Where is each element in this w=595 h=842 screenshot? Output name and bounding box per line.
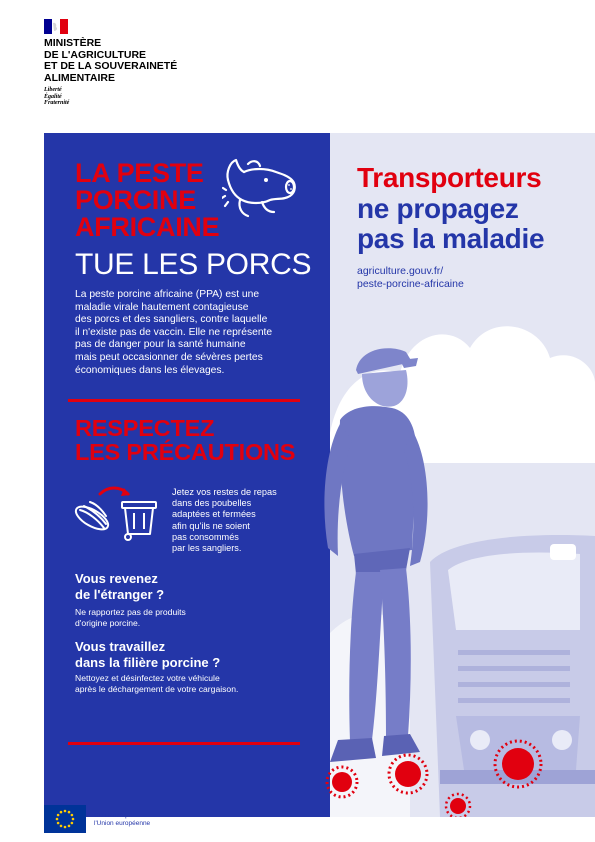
driver-truck-illustration	[280, 300, 595, 817]
headline-kills-pigs: TUE LES PORCS	[75, 248, 312, 281]
eu-flag-icon	[44, 805, 86, 833]
intro-line: La peste porcine africaine (PPA) est une	[75, 289, 260, 300]
precautions-heading	[75, 416, 295, 464]
section-divider	[68, 742, 300, 745]
driver-illustration	[324, 348, 427, 762]
advice-line: Nettoyez et désinfectez votre véhicule	[75, 673, 220, 683]
waste-line: Jetez vos restes de repas	[172, 487, 277, 497]
waste-line: pas consommés	[172, 531, 239, 542]
motto-line: Fraternité	[44, 100, 70, 107]
url-line: agriculture.gouv.fr/	[357, 265, 444, 277]
ministry-line: ET DE LA SOUVERAINETÉ	[44, 60, 178, 72]
eu-line: l'Union européenne	[94, 820, 151, 827]
intro-line: il n'existe pas de vaccin. Elle ne représente	[75, 326, 273, 338]
headline-line: LA PESTE	[75, 158, 204, 188]
ministry-line: DE L'AGRICULTURE	[44, 48, 147, 61]
intro-line: des porcs et des sangliers, contre laquelle	[75, 314, 268, 326]
headline-line: PORCINE	[75, 185, 196, 215]
section-divider	[68, 399, 300, 402]
intro-line: pas de danger pour la santé humaine	[75, 339, 246, 351]
abroad-question	[75, 571, 164, 603]
intro-line: maladie virale hautement contagieuse	[75, 301, 249, 313]
motto-line: Égalité	[44, 93, 62, 100]
pork-industry-advice	[75, 673, 238, 694]
sausage-to-bin-icon	[70, 482, 165, 542]
intro-paragraph	[75, 289, 307, 377]
advice-line: après le déchargement de votre cargaison.	[75, 683, 239, 694]
precautions-line: RESPECTEZ	[75, 415, 215, 441]
pork-industry-question	[75, 639, 220, 671]
info-url[interactable]	[357, 265, 464, 291]
message-line: ne propagez	[357, 193, 519, 224]
ministry-line: MINISTÈRE	[44, 37, 102, 49]
motto-line: Liberté	[44, 87, 62, 93]
abroad-advice	[75, 607, 186, 628]
advice-line: Ne rapportez pas de produits	[75, 607, 186, 617]
intro-line: mais peut occasionner de sévères pertes	[75, 351, 263, 363]
advice-line: d'origine porcine.	[75, 617, 141, 628]
ministry-name	[44, 38, 177, 84]
intro-line: économiques dans les élevages.	[75, 364, 225, 376]
pig-head-icon	[222, 154, 300, 220]
waste-line: dans des poubelles	[172, 498, 252, 509]
waste-line: afin qu'ils ne soient	[172, 520, 250, 531]
question-line: de l'étranger ?	[75, 587, 165, 602]
eu-cofunding-note	[94, 812, 150, 828]
eu-line: Cofinancé par	[94, 812, 135, 819]
waste-line: adaptées et fermées	[172, 509, 256, 520]
question-line: Vous revenez	[75, 571, 158, 586]
waste-line: par les sangliers.	[172, 543, 242, 554]
audience-title: Transporteurs	[357, 162, 542, 193]
question-line: Vous travaillez	[75, 639, 166, 654]
precautions-line: LES PRÉCAUTIONS	[75, 439, 296, 465]
url-line: peste-porcine-africaine	[357, 278, 464, 290]
ministry-line: ALIMENTAIRE	[44, 71, 115, 84]
republic-motto	[44, 87, 69, 107]
message-line: pas la maladie	[357, 223, 545, 254]
question-line: dans la filière porcine ?	[75, 655, 221, 670]
main-message	[357, 194, 544, 254]
marianne-flag-icon	[44, 19, 68, 34]
headline-line: AFRICAINE	[75, 212, 220, 242]
headline-disease	[75, 160, 219, 241]
